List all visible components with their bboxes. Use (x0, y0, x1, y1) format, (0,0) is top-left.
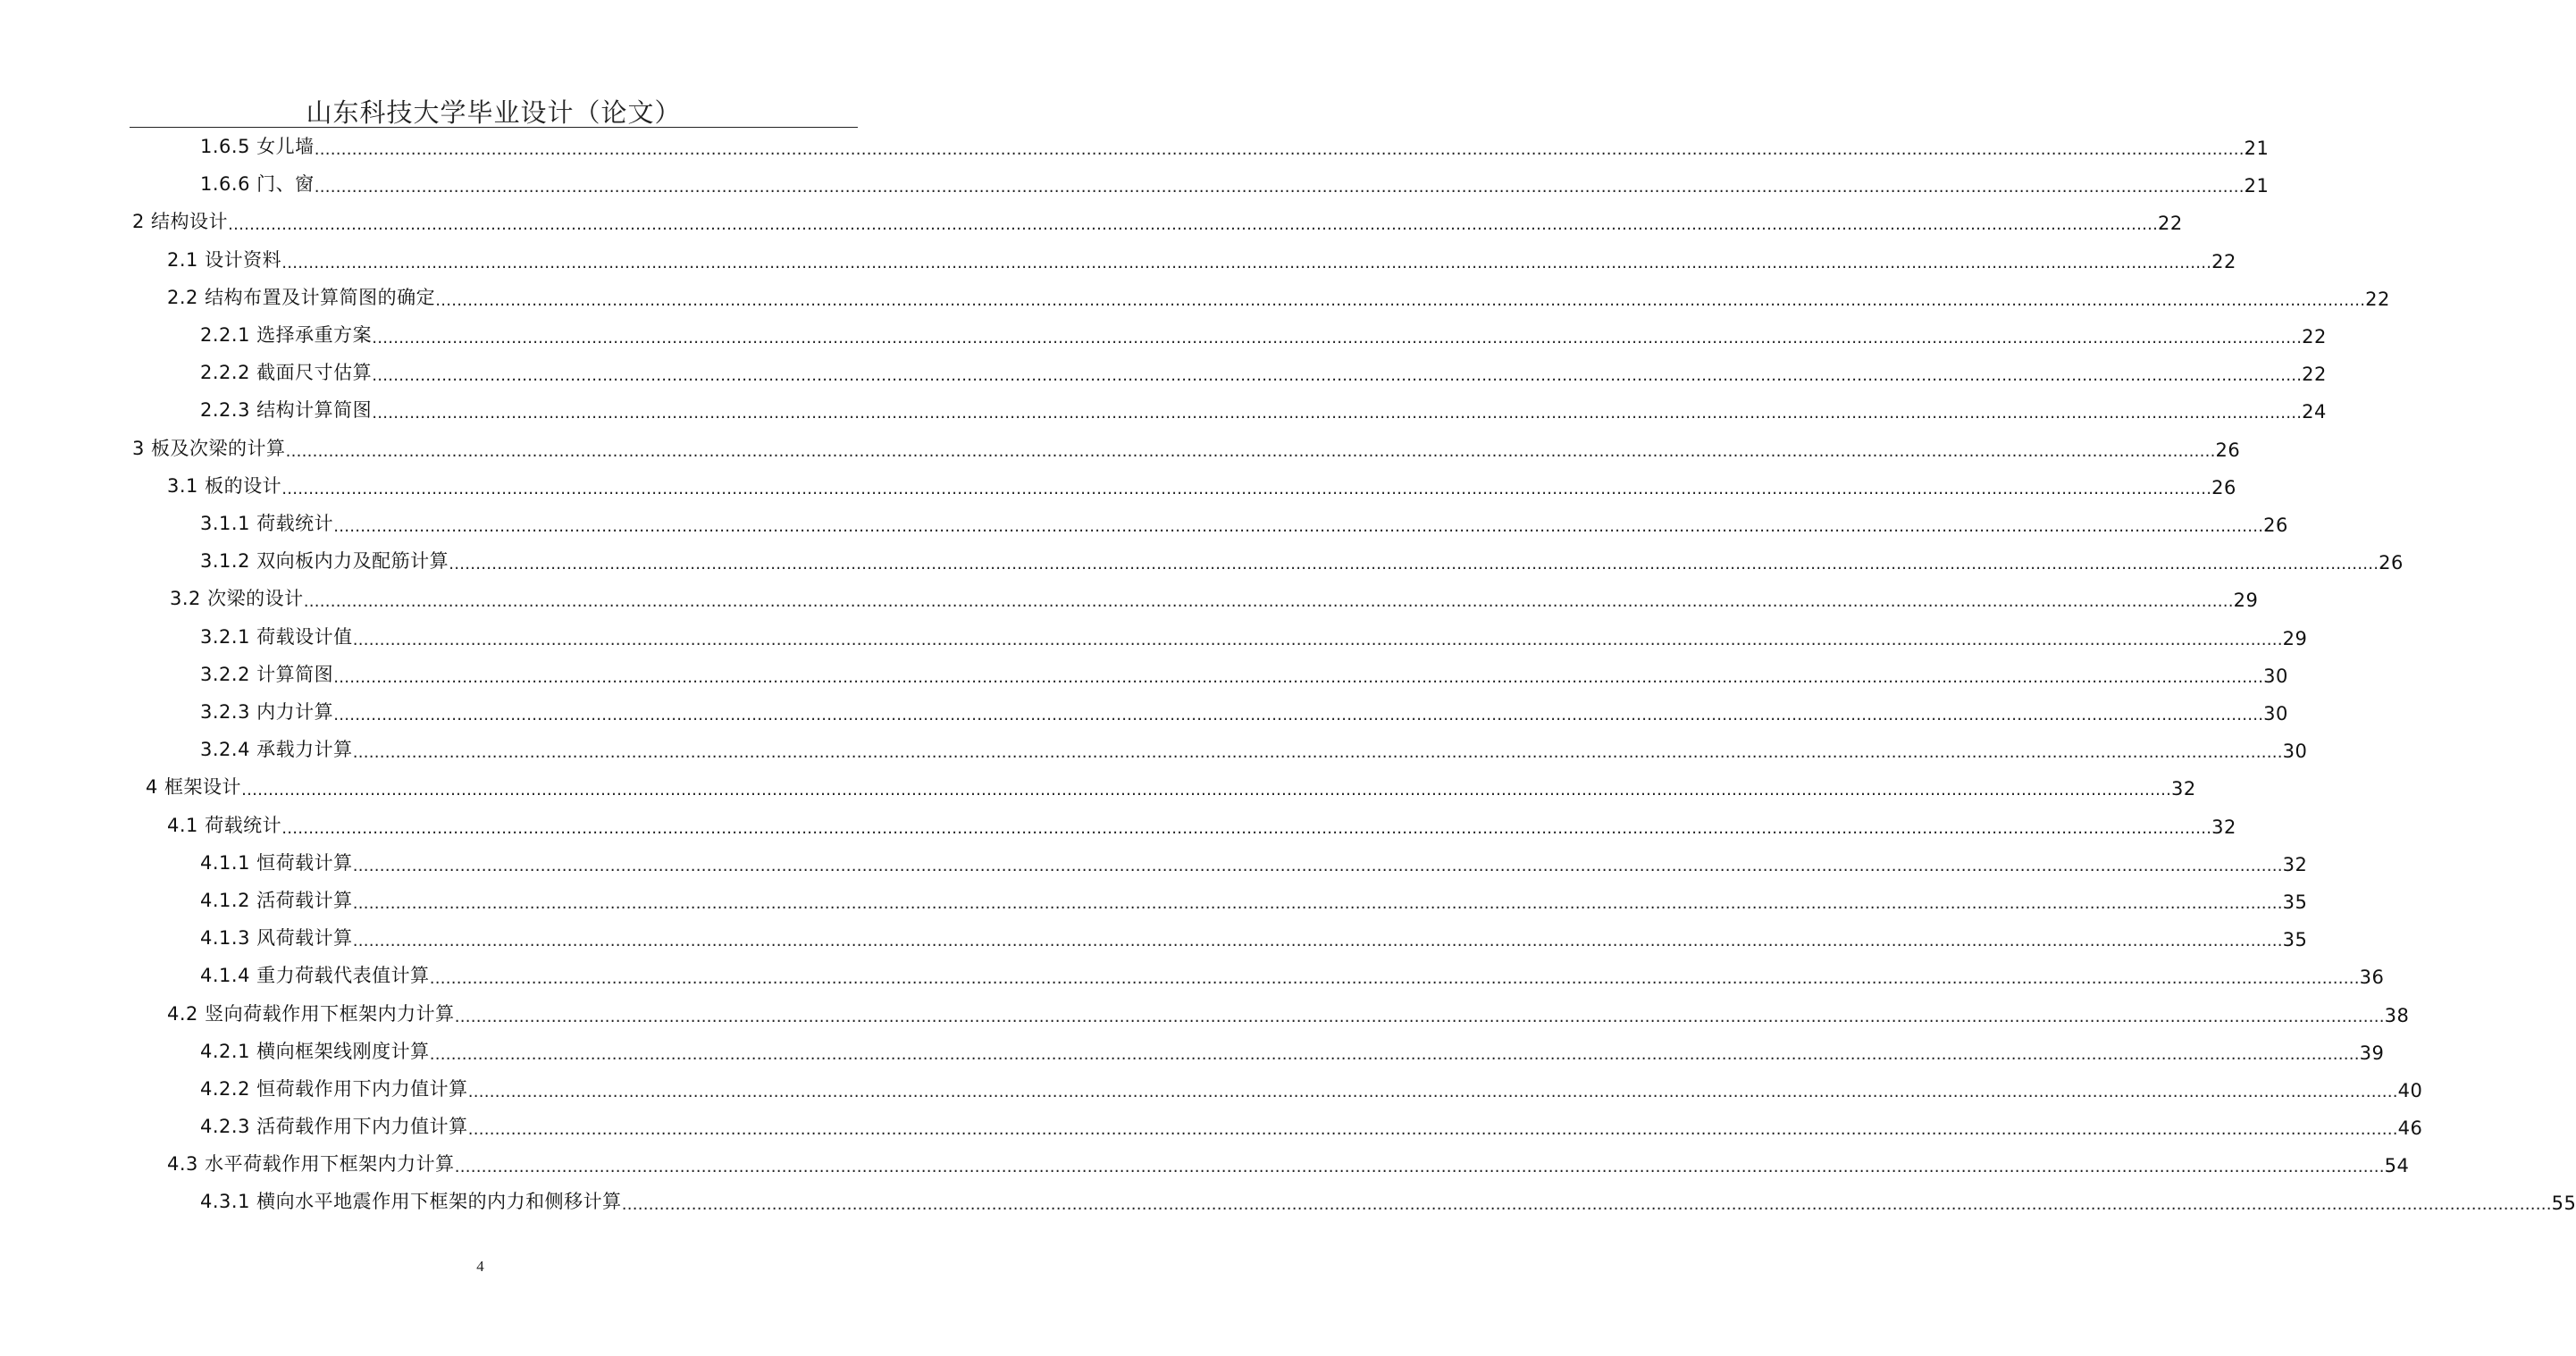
toc-entry[interactable] (200, 319, 2327, 349)
toc-entry-page: 22 (2365, 289, 2390, 310)
toc-entry[interactable] (200, 733, 2308, 764)
toc-entry[interactable] (167, 998, 2410, 1028)
toc-entry-label: 3.1.2 双向板内力及配筋计算 (200, 550, 449, 572)
toc-entry-page: 26 (2215, 439, 2241, 461)
dot-leader: ……………………………………………………………………………………………………………………………………………………………………………………………………………………………………………………………………………………………………………………………… (467, 1120, 2398, 1139)
toc-entry-page: 22 (2302, 326, 2327, 347)
toc-entry[interactable] (132, 432, 2241, 463)
toc-entry-label: 1.6.5 女儿墙 (200, 136, 315, 157)
toc-entry[interactable] (200, 658, 2288, 689)
toc-entry-page: 32 (2211, 816, 2236, 838)
dot-leader: ……………………………………………………………………………………………………………………………………………………………………………………………………………………………………………………………………………………………………………………………… (281, 254, 2212, 272)
toc-entry[interactable] (200, 1073, 2423, 1103)
toc-entry-page: 22 (2302, 364, 2327, 385)
toc-entry-label: 2.2.1 选择承重方案 (200, 324, 373, 346)
toc-entry[interactable] (200, 1185, 2576, 1216)
toc-entry-label: 3.1 板的设计 (167, 475, 282, 497)
toc-entry-page: 32 (2282, 854, 2308, 875)
toc-entry-label: 2.2.3 结构计算简图 (200, 399, 373, 421)
toc-entry-label: 3.1.1 荷载统计 (200, 513, 334, 534)
toc-entry-page: 54 (2384, 1155, 2410, 1176)
dot-leader: ……………………………………………………………………………………………………………………………………………………………………………………………………………………………………………………………………………………………………………………………… (281, 480, 2212, 498)
dot-leader: ……………………………………………………………………………………………………………………………………………………………………………………………………………………………………………………………………………………………………………………………… (454, 1158, 2385, 1176)
toc-entry[interactable] (200, 847, 2308, 877)
toc-entry-page: 35 (2282, 929, 2308, 950)
toc-entry[interactable] (200, 394, 2327, 424)
toc-entry-page: 39 (2359, 1042, 2385, 1064)
toc-entry-page: 38 (2384, 1005, 2410, 1026)
page-header-title: 山东科技大学毕业设计（论文） (306, 97, 682, 128)
toc-entry-page: 40 (2397, 1080, 2423, 1101)
toc-entry[interactable] (200, 959, 2385, 990)
toc-entry-page: 30 (2282, 741, 2308, 762)
dot-leader: ……………………………………………………………………………………………………………………………………………………………………………………………………………………………………………………………………………………………………………………………… (372, 366, 2303, 385)
toc-entry[interactable] (200, 621, 2308, 651)
toc-entry-label: 4.1.2 活荷载计算 (200, 890, 353, 911)
toc-entry[interactable] (200, 696, 2288, 726)
toc-entry-label: 4.1.1 恒荷载计算 (200, 852, 353, 874)
toc-entry-label: 4.3 水平荷载作用下框架内力计算 (167, 1153, 455, 1175)
toc-entry[interactable] (167, 470, 2236, 500)
toc-entry-label: 2.1 设计资料 (167, 249, 282, 271)
toc-entry-label: 4.2.3 活荷载作用下内力值计算 (200, 1116, 468, 1137)
toc-entry[interactable] (200, 507, 2288, 538)
dot-leader: ……………………………………………………………………………………………………………………………………………………………………………………………………………………………………………………………………………………………………………………………… (352, 631, 2283, 649)
dot-leader: ……………………………………………………………………………………………………………………………………………………………………………………………………………………………………………………………………………………………………………………………… (449, 555, 2379, 573)
toc-entry[interactable] (200, 168, 2270, 198)
page-number: 4 (476, 1258, 484, 1275)
dot-leader: ……………………………………………………………………………………………………………………………………………………………………………………………………………………………………………………………………………………………………………………………… (352, 743, 2283, 762)
toc-entry[interactable] (167, 244, 2236, 274)
toc-entry[interactable] (200, 884, 2308, 915)
toc-entry-page: 26 (2379, 552, 2404, 573)
toc-entry-label: 3.2.4 承载力计算 (200, 739, 353, 760)
dot-leader: ……………………………………………………………………………………………………………………………………………………………………………………………………………………………………………………………………………………………………………………………… (228, 215, 2159, 234)
toc-entry-label: 3.2 次梁的设计 (170, 588, 304, 609)
dot-leader: ……………………………………………………………………………………………………………………………………………………………………………………………………………………………………………………………………………………………………………………………… (333, 668, 2264, 687)
toc-entry-label: 4.1.4 重力荷载代表值计算 (200, 965, 430, 986)
toc-entry-page: 22 (2211, 251, 2236, 272)
toc-entry-page: 26 (2211, 477, 2236, 498)
toc-entry-page: 21 (2244, 138, 2270, 159)
toc-entry[interactable] (167, 1148, 2410, 1178)
toc-entry-label: 4.1 荷载统计 (167, 815, 282, 836)
toc-entry[interactable] (200, 922, 2308, 952)
dot-leader: ……………………………………………………………………………………………………………………………………………………………………………………………………………………………………………………………………………………………………………………………… (333, 517, 2264, 536)
toc-entry-label: 4 框架设计 (146, 776, 242, 798)
toc-entry-label: 4.1.3 风荷载计算 (200, 927, 353, 949)
dot-leader: ……………………………………………………………………………………………………………………………………………………………………………………………………………………………………………………………………………………………………………………………… (281, 819, 2212, 838)
toc-entry-page: 30 (2263, 703, 2288, 724)
toc-entry-label: 2.2 结构布置及计算简图的确定 (167, 287, 436, 308)
dot-leader: ……………………………………………………………………………………………………………………………………………………………………………………………………………………………………………………………………………………………………………………………… (285, 442, 2216, 461)
toc-entry-page: 46 (2397, 1117, 2423, 1139)
dot-leader: ……………………………………………………………………………………………………………………………………………………………………………………………………………………………………………………………………………………………………………………………… (352, 932, 2283, 950)
dot-leader: ……………………………………………………………………………………………………………………………………………………………………………………………………………………………………………………………………………………………………………………………… (372, 404, 2303, 423)
dot-leader: ……………………………………………………………………………………………………………………………………………………………………………………………………………………………………………………………………………………………………………………………… (314, 140, 2245, 159)
toc-entry[interactable] (200, 1035, 2385, 1066)
toc-entry-page: 29 (2282, 628, 2308, 649)
toc-entry-label: 4.2.2 恒荷载作用下内力值计算 (200, 1078, 468, 1100)
toc-entry[interactable] (200, 545, 2404, 575)
toc-entry-label: 3 板及次梁的计算 (132, 438, 286, 459)
toc-entry-label: 1.6.6 门、窗 (200, 173, 315, 195)
toc-entry-label: 4.2 竖向荷载作用下框架内力计算 (167, 1003, 455, 1025)
toc-entry[interactable] (132, 205, 2183, 236)
dot-leader: ……………………………………………………………………………………………………………………………………………………………………………………………………………………………………………………………………………………………………………………………… (621, 1195, 2552, 1214)
toc-entry-label: 3.2.3 内力计算 (200, 701, 334, 723)
dot-leader: ……………………………………………………………………………………………………………………………………………………………………………………………………………………………………………………………………………………………………………………………… (467, 1083, 2398, 1101)
toc-entry[interactable] (167, 281, 2390, 312)
toc-entry-page: 30 (2263, 665, 2288, 687)
toc-entry-page: 36 (2359, 967, 2385, 988)
toc-entry-page: 26 (2263, 515, 2288, 536)
dot-leader: ……………………………………………………………………………………………………………………………………………………………………………………………………………………………………………………………………………………………………………………………… (314, 178, 2245, 197)
dot-leader: ……………………………………………………………………………………………………………………………………………………………………………………………………………………………………………………………………………………………………………………………… (372, 329, 2303, 347)
toc-entry-label: 3.2.1 荷载设计值 (200, 626, 353, 648)
toc-entry-page: 21 (2244, 175, 2270, 197)
toc-entry-page: 29 (2233, 590, 2259, 611)
dot-leader: ……………………………………………………………………………………………………………………………………………………………………………………………………………………………………………………………………………………………………………………………… (435, 291, 2366, 310)
dot-leader: ……………………………………………………………………………………………………………………………………………………………………………………………………………………………………………………………………………………………………………………………… (352, 857, 2283, 875)
dot-leader: ……………………………………………………………………………………………………………………………………………………………………………………………………………………………………………………………………………………………………………………………… (352, 894, 2283, 913)
toc-entry[interactable] (200, 356, 2327, 387)
dot-leader: ……………………………………………………………………………………………………………………………………………………………………………………………………………………………………………………………………………………………………………………………… (241, 781, 2172, 799)
toc-entry-label: 2 结构设计 (132, 211, 229, 232)
toc-entry-page: 24 (2302, 401, 2327, 423)
toc-entry-label: 3.2.2 计算简图 (200, 664, 334, 685)
toc-entry[interactable] (170, 582, 2259, 613)
toc-entry[interactable] (146, 771, 2196, 801)
toc-entry-page: 55 (2551, 1193, 2576, 1214)
toc-entry[interactable] (167, 809, 2236, 840)
toc-entry[interactable] (200, 130, 2270, 161)
toc-entry-label: 4.3.1 横向水平地震作用下框架的内力和侧移计算 (200, 1191, 622, 1212)
toc-entry[interactable] (200, 1110, 2423, 1141)
toc-entry-label: 2.2.2 截面尺寸估算 (200, 362, 373, 383)
toc-entry-page: 22 (2158, 213, 2183, 234)
dot-leader: ……………………………………………………………………………………………………………………………………………………………………………………………………………………………………………………………………………………………………………………………… (429, 969, 2360, 988)
toc-entry-page: 32 (2171, 778, 2196, 799)
dot-leader: ……………………………………………………………………………………………………………………………………………………………………………………………………………………………………………………………………………………………………………………………… (303, 592, 2234, 611)
dot-leader: ……………………………………………………………………………………………………………………………………………………………………………………………………………………………………………………………………………………………………………………………… (454, 1008, 2385, 1026)
dot-leader: ……………………………………………………………………………………………………………………………………………………………………………………………………………………………………………………………………………………………………………………………… (429, 1045, 2360, 1064)
dot-leader: ……………………………………………………………………………………………………………………………………………………………………………………………………………………………………………………………………………………………………………………………… (333, 706, 2264, 724)
toc-entry-label: 4.2.1 横向框架线刚度计算 (200, 1041, 430, 1062)
toc-entry-page: 35 (2282, 891, 2308, 913)
